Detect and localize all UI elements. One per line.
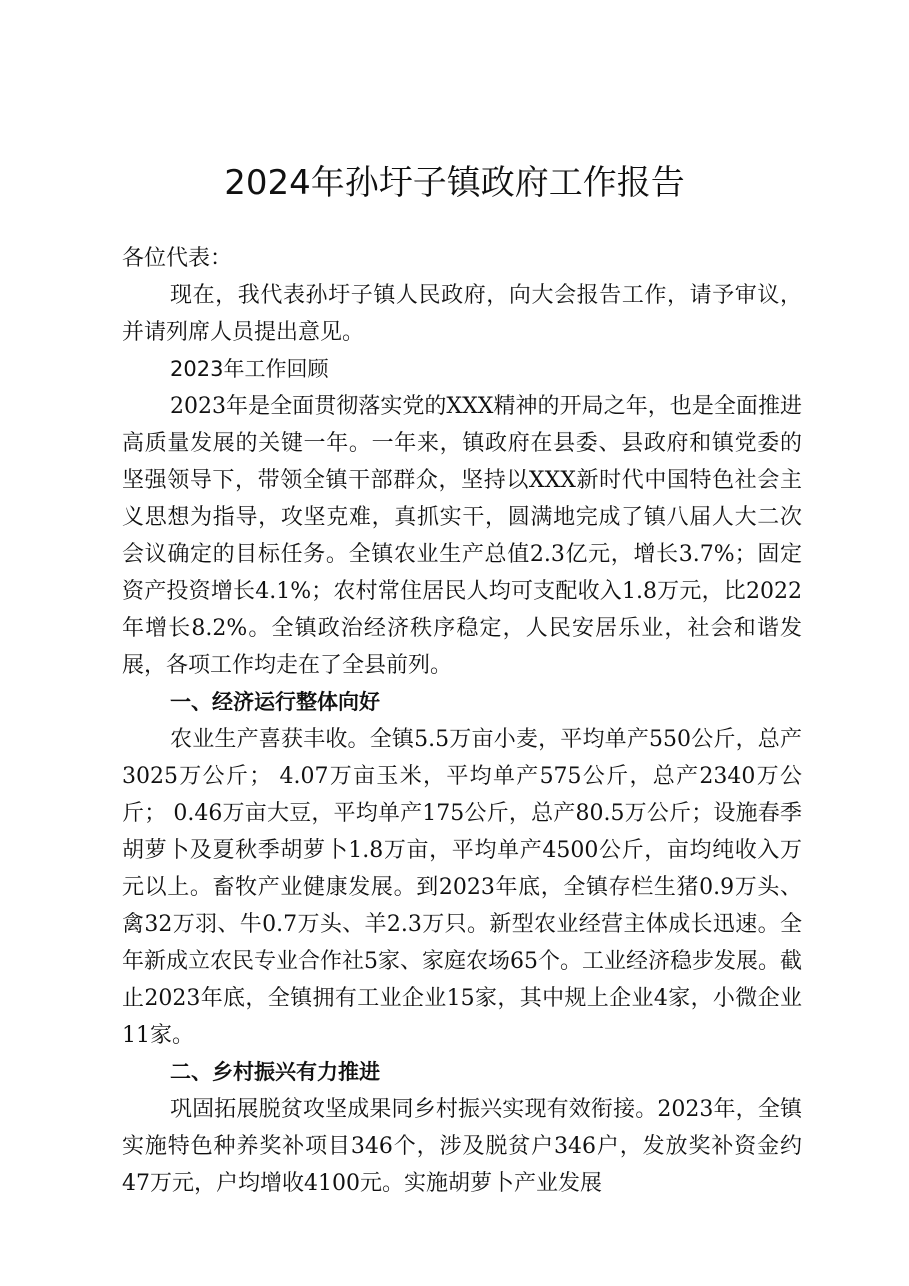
section-2-paragraph: 巩固拓展脱贫攻坚成果同乡村振兴实现有效衔接。2023年，全镇实施特色种养奖补项目346个，涉及脱贫户346户，发放奖补资金约47万元，户均增收4100元。实施胡萝卜产业发展	[122, 1097, 802, 1196]
section-1-paragraph: 农业生产喜获丰收。全镇5.5万亩小麦，平均单产550公斤，总产3025万公斤； 4.07万亩玉米，平均单产575公斤，总产2340万公斤； 0.46万亩大豆，平均单产175公斤，总产80.5万公斤；设施春季胡萝卜及夏秋季胡萝卜1.8万亩，平均单产4500公斤，亩均纯收入万元以上。畜牧产业健康发展。到2023年底，全镇存栏生猪0.9万头、禽32万羽、牛0.7万头、羊2.3万只。新型农业经营主体成长迅速。全年新成立农民专业合作社5家、家庭农场65个。工业经济稳步发展。截止2023年底，全镇拥有工业企业15家，其中规上企业4家，小微企业11家。	[122, 727, 802, 1048]
section-review-heading: 2023年工作回顾	[170, 357, 329, 381]
salutation: 各位代表：	[122, 246, 233, 271]
intro-paragraph: 现在，我代表孙圩子镇人民政府，向大会报告工作，请予审议，并请列席人员提出意见。	[122, 283, 802, 345]
document-title: 2024年孙圩子镇政府工作报告	[224, 163, 685, 203]
review-paragraph: 2023年是全面贯彻落实党的XXX精神的开局之年，也是全面推进高质量发展的关键一年。一年来，镇政府在县委、县政府和镇党委的坚强领导下，带领全镇干部群众，坚持以XXX新时代中国特色社会主义思想为指导，攻坚克难，真抓实干，圆满地完成了镇八届人大二次会议确定的目标任务。全镇农业生产总值2.3亿元，增长3.7%；固定资产投资增长4.1%；农村常住居民人均可支配收入1.8万元，比2022年增长8.2%。全镇政治经济秩序稳定，人民安居乐业，社会和谐发展，各项工作均走在了全县前列。	[122, 394, 802, 678]
section-2-heading: 二、乡村振兴有力推进	[170, 1060, 380, 1084]
section-1-heading: 一、经济运行整体向好	[170, 690, 380, 714]
document-body	[122, 240, 802, 1202]
